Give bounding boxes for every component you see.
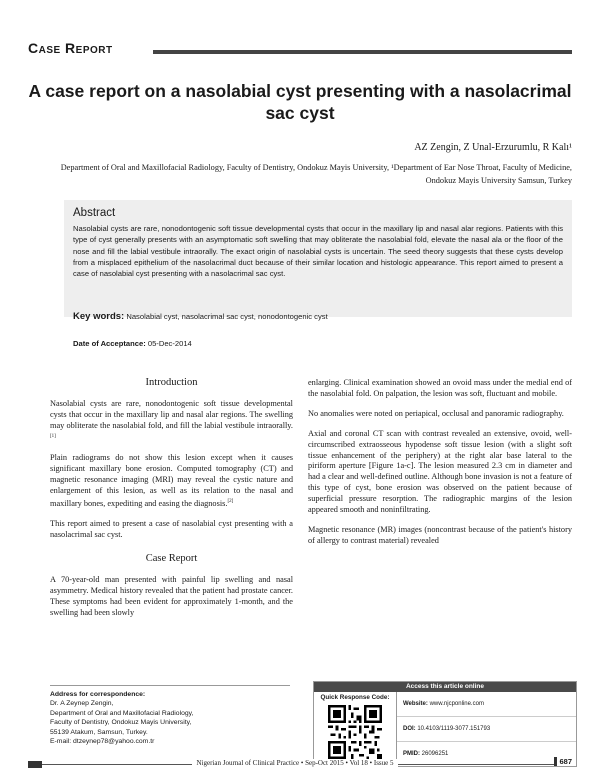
intro-paragraph-3: This report aimed to present a case of nasolabial cyst presenting with a nasolacrimal sac cyst. xyxy=(50,518,293,539)
section-label: Case Report xyxy=(28,40,113,56)
doi-label: DOI: xyxy=(403,726,416,732)
case-paragraph-3: No anomalies were noted on periapical, occlusal and panoramic radiography. xyxy=(308,408,564,418)
access-article-box xyxy=(313,681,577,767)
correspondence-heading: Address for correspondence: xyxy=(50,691,146,698)
correspondence-email[interactable]: E-mail: dtzeynep78@yahoo.com.tr xyxy=(50,738,155,746)
date-of-acceptance xyxy=(73,339,192,348)
pmid-value: 26096251 xyxy=(421,751,449,757)
page-number: 687 xyxy=(554,757,572,766)
section-rule xyxy=(153,50,572,54)
intro-paragraph-2: Plain radiograms do not show this lesion except when it causes significant maxillary bone erosion. Computed tomography (CT) and magnetic resonance imaging (MRI) may reveal the cystic nature and enlargement of this lesion, as well as its relation to the nasal and maxillary bones, expediting and easing the diagnosis.[2] xyxy=(50,453,293,508)
footer-journal xyxy=(50,759,540,767)
doi-link[interactable]: 10.4103/1119-3077.151793 xyxy=(417,726,491,732)
qr-label: Quick Response Code: xyxy=(320,694,390,701)
reference-2[interactable]: [2] xyxy=(227,498,234,504)
intro-paragraph-1: Nasolabial cysts are rare, nonodontogenic soft tissue developmental cysts that occur in the maxillary lip and nasal alar regions. The swelling may obliterate the nasolabial fold, and fill the labial vestibule intraorally.[1] xyxy=(50,398,293,439)
abstract-text: Nasolabial cysts are rare, nonodontogenic soft tissue developmental cysts that occur in the maxillary lip and nasal alar regions. Patients with this type of cyst generally presents with an asymptomatic soft swelling that may obliterate the nasolabial fold, elevate the nasal ala or the floor of the nose and fill the labial vestibule intraorally. The exact origin of nasolabial cysts is uncertain. The seed theory suggests that these cysts develop from a misplaced epithelium of the nasolacrimal duct because of their similar location and histologic appearance. This report aimed to present a case of nasolabial cyst presenting with a nasolacrimal sac cyst. xyxy=(73,224,563,279)
reference-1[interactable]: [1] xyxy=(50,433,56,439)
authors: AZ Zengin, Z Unal-Erzurumlu, R Kalı¹ xyxy=(414,142,572,153)
introduction-heading: Introduction xyxy=(145,377,198,388)
case-paragraph-2: enlarging. Clinical examination showed an ovoid mass under the medial end of the nasolabial fold. On palpation, the lesion was soft, fluctuant and mobile. xyxy=(308,378,572,398)
correspondence-line: Faculty of Dentistry, Ondokuz Mayis University, xyxy=(50,719,192,727)
footer-journal-text: Nigerian Journal of Clinical Practice • Sep-Oct 2015 • Vol 18 • Issue 5 xyxy=(192,759,397,767)
footer-mark xyxy=(28,761,42,768)
pmid-label: PMID: xyxy=(403,751,420,757)
correspondence-line: Department of Oral and Maxillofacial Radiology, xyxy=(50,709,194,717)
qr-code-icon[interactable] xyxy=(328,705,382,759)
keywords-text: Nasolabial cyst, nasolacrimal sac cyst, nonodontogenic cyst xyxy=(126,312,328,321)
keywords-label: Key words: xyxy=(73,311,125,322)
keywords xyxy=(73,311,572,322)
case-paragraph-1: A 70-year-old man presented with painful lip swelling and nasal asymmetry. Medical history revealed that the patient had prostate cancer. These symptoms had been evident for approximately 1-month, and the swelling had been slowly xyxy=(50,575,293,618)
affiliation: Department of Oral and Maxillofacial Radiology, Faculty of Dentistry, Ondokuz Mayis University, ¹Department of Ear Nose Throat, Faculty of Medicine, Ondokuz Mayis University Samsun, Turkey xyxy=(60,163,572,185)
case-paragraph-5: Magnetic resonance (MR) images (noncontrast because of the patient's history of allergy to contrast material) revealed xyxy=(308,524,572,545)
website-row xyxy=(397,692,576,717)
left-column xyxy=(50,378,293,628)
correspondence-line: 55139 Atakum, Samsun, Turkey. xyxy=(50,728,148,736)
article-title: A case report on a nasolabial cyst presenting with a nasolacrimal sac cyst xyxy=(28,81,572,123)
right-column xyxy=(308,378,572,556)
correspondence-block xyxy=(50,685,290,746)
case-paragraph-4: Axial and coronal CT scan with contrast revealed an extensive, ovoid, well-circumscribed extraosseous hypodense soft tissue lesion (with a slight soft tissue enhancement of the periphery) at the right alar base lateral to the piriform aperture [Figure 1a-c]. The lesion measured 2.3 cm in diameter and had a clear and well-defined outline. Although bone invasion is not a feature of this type of cyst, bone erosion was observed on the patient because of superficial pressure resorption. The radiographic margins of the lesion appeared smooth and noninfiltrating. xyxy=(308,428,572,515)
abstract-box xyxy=(64,200,572,317)
acceptance-value: 05-Dec-2014 xyxy=(147,339,192,348)
doi-row xyxy=(397,717,576,742)
abstract-heading: Abstract xyxy=(73,207,116,219)
correspondence-line: Dr. A Zeynep Zengin, xyxy=(50,700,114,708)
acceptance-label: Date of Acceptance: xyxy=(73,339,146,348)
website-link[interactable]: www.njcponline.com xyxy=(429,701,484,707)
access-heading: Access this article online xyxy=(314,682,576,692)
case-report-heading: Case Report xyxy=(145,553,198,565)
website-label: Website: xyxy=(403,701,428,707)
access-details xyxy=(396,692,576,766)
